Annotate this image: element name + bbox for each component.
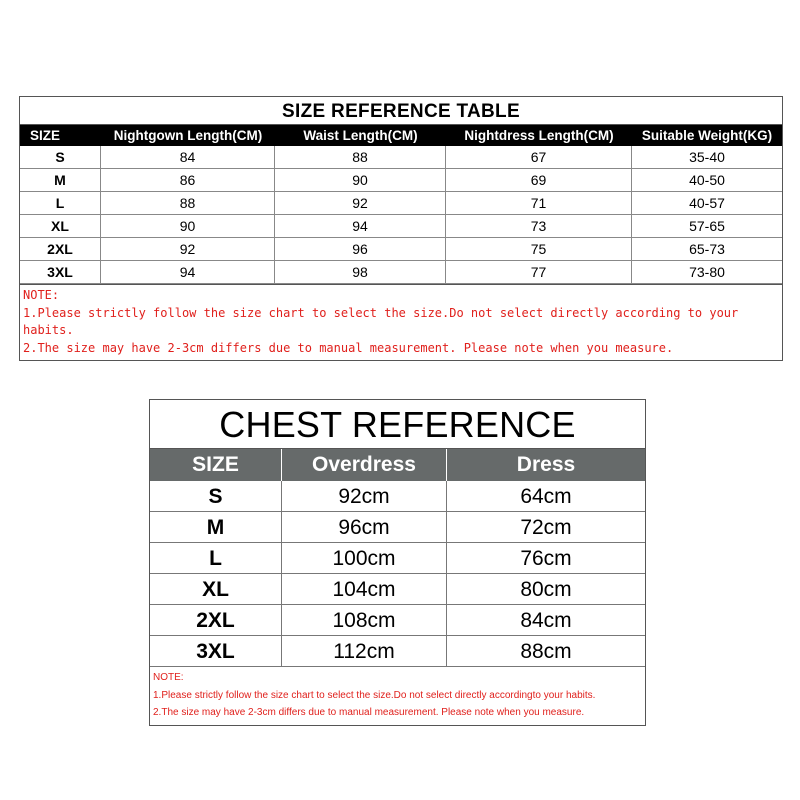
chest-table-header-dress: Dress <box>447 449 645 481</box>
table-cell: 88 <box>275 146 446 169</box>
table-cell-size: S <box>150 481 282 512</box>
note-line-2: 2.The size may have 2-3cm differs due to manual measurement. Please note when you measure. <box>23 340 674 355</box>
table-cell-size: M <box>20 169 101 192</box>
note-label: NOTE: <box>23 288 60 302</box>
size-table-header-weight: Suitable Weight(KG) <box>632 125 782 146</box>
size-table-title: SIZE REFERENCE TABLE <box>20 97 782 125</box>
size-reference-table <box>19 96 783 361</box>
table-cell: 90 <box>275 169 446 192</box>
table-cell: 104cm <box>282 574 447 605</box>
chest-table-grid <box>150 449 645 667</box>
table-cell: 40-50 <box>632 169 782 192</box>
table-cell: 75 <box>446 238 632 261</box>
table-cell: 96 <box>275 238 446 261</box>
table-cell-size: S <box>20 146 101 169</box>
table-cell: 88cm <box>447 636 645 667</box>
note-label: NOTE: <box>153 672 184 683</box>
table-cell: 112cm <box>282 636 447 667</box>
chest-table-title: CHEST REFERENCE <box>150 400 645 449</box>
table-cell: 84cm <box>447 605 645 636</box>
table-cell: 65-73 <box>632 238 782 261</box>
size-table-header-waist: Waist Length(CM) <box>275 125 446 146</box>
table-cell: 98 <box>275 261 446 284</box>
table-cell-size: 2XL <box>150 605 282 636</box>
table-cell: 67 <box>446 146 632 169</box>
table-cell: 77 <box>446 261 632 284</box>
table-cell-size: L <box>150 543 282 574</box>
table-cell: 71 <box>446 192 632 215</box>
table-cell: 73-80 <box>632 261 782 284</box>
size-table-grid <box>20 125 782 284</box>
table-cell: 64cm <box>447 481 645 512</box>
table-cell: 90 <box>101 215 275 238</box>
note-line-1: 1.Please strictly follow the size chart to select the size.Do not select directly according to your habits. <box>23 305 739 337</box>
chest-table-header-overdress: Overdress <box>282 449 447 481</box>
table-cell-size: 3XL <box>20 261 101 284</box>
size-table-header-nightgown: Nightgown Length(CM) <box>101 125 275 146</box>
table-cell: 86 <box>101 169 275 192</box>
note-line-2: 2.The size may have 2-3cm differs due to manual measurement. Please note when you measure. <box>153 707 585 719</box>
table-cell: 57-65 <box>632 215 782 238</box>
table-cell: 92cm <box>282 481 447 512</box>
table-cell: 92 <box>101 238 275 261</box>
table-cell-size: XL <box>150 574 282 605</box>
note-line-1: 1.Please strictly follow the size chart to select the size.Do not select directly accordingto your habits. <box>153 689 596 701</box>
table-cell: 94 <box>275 215 446 238</box>
table-cell-size: 3XL <box>150 636 282 667</box>
table-cell: 69 <box>446 169 632 192</box>
size-table-note <box>20 284 782 360</box>
table-cell: 76cm <box>447 543 645 574</box>
table-cell: 80cm <box>447 574 645 605</box>
table-cell: 96cm <box>282 512 447 543</box>
table-cell-size: XL <box>20 215 101 238</box>
chest-table-note <box>150 667 645 725</box>
table-cell: 92 <box>275 192 446 215</box>
table-cell: 72cm <box>447 512 645 543</box>
table-cell-size: M <box>150 512 282 543</box>
table-cell: 84 <box>101 146 275 169</box>
chest-reference-table <box>149 399 646 726</box>
table-cell: 94 <box>101 261 275 284</box>
size-table-header-size: SIZE <box>20 125 101 146</box>
chest-table-header-size: SIZE <box>150 449 282 481</box>
table-cell: 73 <box>446 215 632 238</box>
size-table-header-nightdress: Nightdress Length(CM) <box>446 125 632 146</box>
table-cell: 40-57 <box>632 192 782 215</box>
table-cell-size: L <box>20 192 101 215</box>
table-cell: 100cm <box>282 543 447 574</box>
table-cell-size: 2XL <box>20 238 101 261</box>
table-cell: 35-40 <box>632 146 782 169</box>
table-cell: 88 <box>101 192 275 215</box>
table-cell: 108cm <box>282 605 447 636</box>
